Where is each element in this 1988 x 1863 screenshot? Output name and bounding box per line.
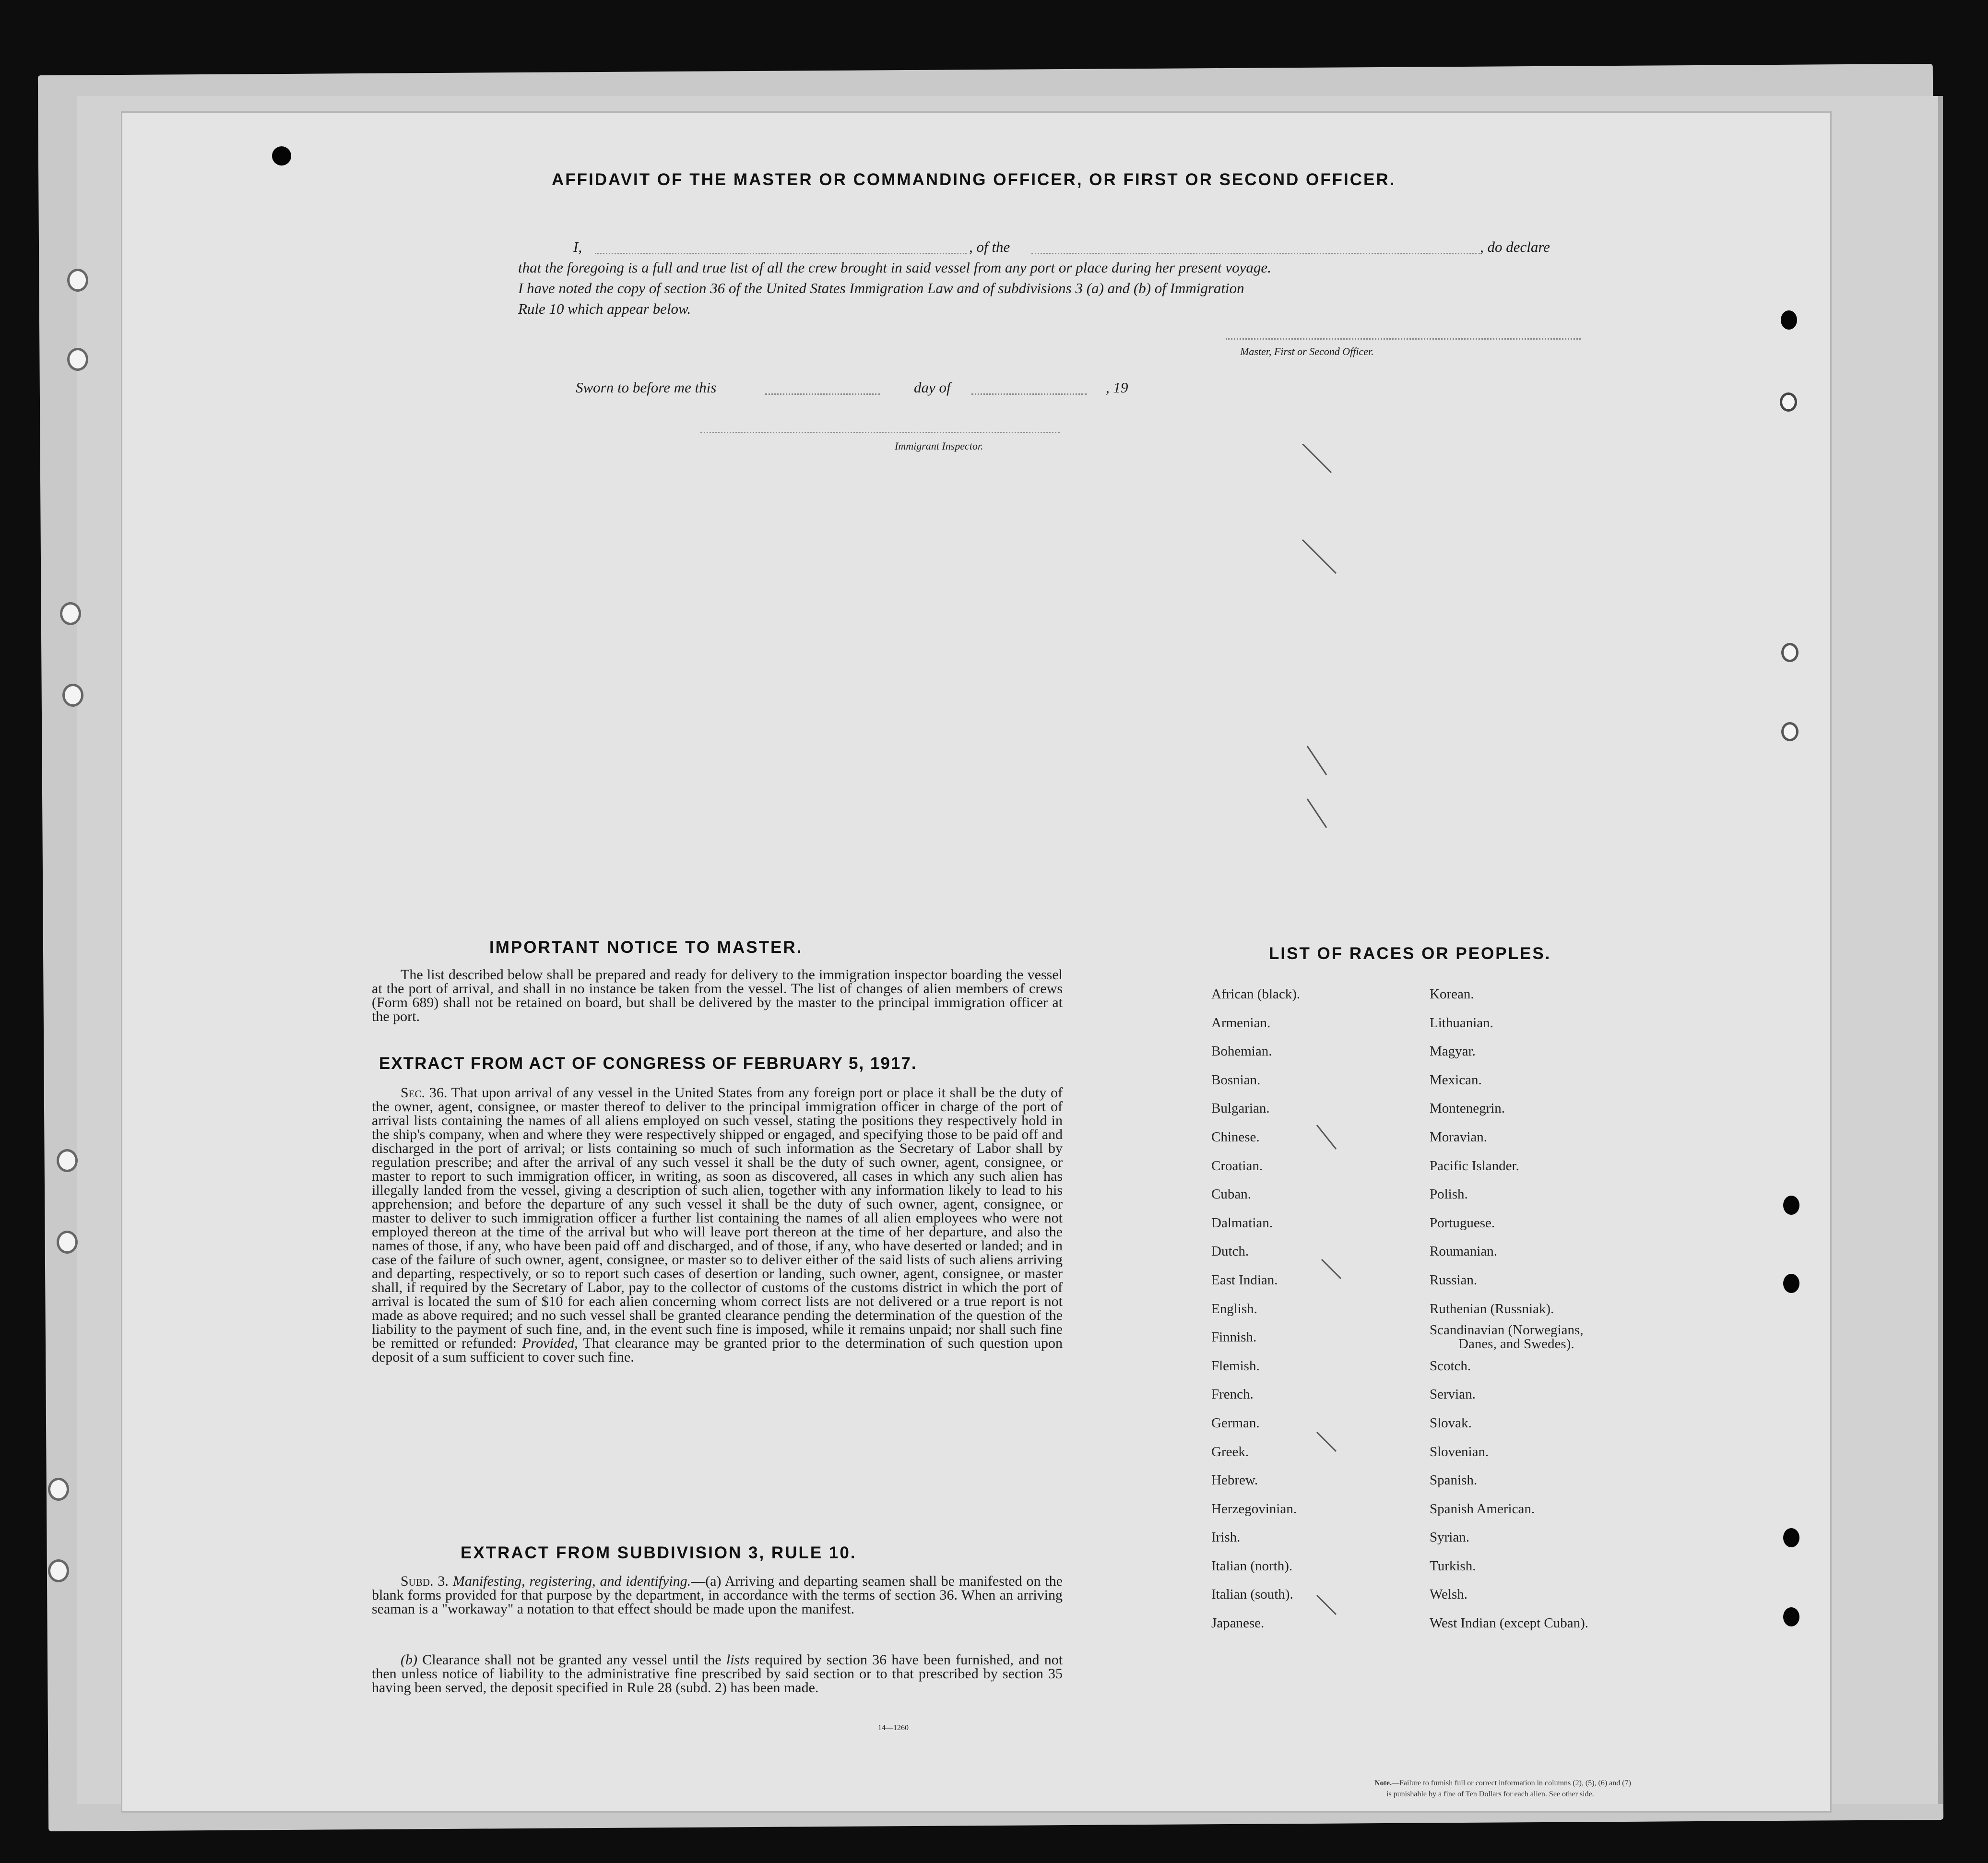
binder-hole [272,146,291,166]
signature-label: Master, First or Second Officer. [1240,345,1374,357]
race-item: Montenegrin. [1430,1101,1505,1116]
race-item: Cuban. [1211,1187,1251,1202]
pencil-tick-marks [1298,444,1394,1715]
inspector-signature-field[interactable] [700,432,1060,433]
act-body: That upon arrival of any vessel in the United States from any foreign port or place it shall be the duty of the owner, agent, consignee, or master thereof to deliver to the principal immigration officer in charge of the port of arrival lists containing the names of all aliens employed on such vessel, stating the positions they respectively hold in the ship's company, when and where they were respectively shipped or engaged, and specifying those to be paid off and discharged in the port of arrival; or lists containing so much of such information as the Secretary of Labor shall by regulation prescribe; and after the arrival of any such vessel it shall be the duty of such owner, agent, consignee, or master to report to such immigration officer, in writing, as soon as discovered, all cases in which any such alien has illegally landed from the vessel, giving a description of such alien, together with any information likely to lead to his apprehension; and before the departure of any such vessel it shall be the duty of such owner, agent, consignee, or master to deliver to such immigration officer a further list containing the names of all alien employees who were not employed thereon at the time of the arrival but who will leave port thereon at the time of her departure, and also the names of those, if any, who have been paid off and discharged, and of those, if any, who have deserted or landed; and in case of the failure of such owner, agent, consignee, or master so to deliver either of the said lists of such aliens arriving and departing, respectively, or so to report such cases of desertion or landing, such owner, agent, consignee, or master shall, if required by the Secretary of Labor, pay to the collector of customs of the customs district in which the port of arrival is located the sum of $10 for each alien concerning whom correct lists are not delivered or a true report is not made as above required; and no such vessel shall be granted clearance pending the determination of the question of the liability to the payment of such fine, and, in the event such fine is imposed, while it remains unpaid; nor shall such fine be remitted or refunded: [372,1085,1063,1351]
race-item: Armenian. [1211,1015,1271,1031]
form-page [122,113,1830,1811]
form-number: 14—1260 [878,1724,909,1732]
race-item: Ruthenian (Russniak). [1430,1301,1554,1317]
rule-b-text [372,1653,1063,1695]
rule-title: EXTRACT FROM SUBDIVISION 3, RULE 10. [461,1543,857,1562]
day-of-label: day of [914,379,951,396]
punch-hole [57,1231,78,1254]
notice-title: IMPORTANT NOTICE TO MASTER. [489,938,803,957]
punch-hole [1780,392,1797,412]
inspector-label: Immigrant Inspector. [895,440,983,452]
provided: Provided, [522,1335,578,1351]
footnote-line-1 [1374,1779,1631,1788]
name-field[interactable] [595,253,967,254]
binder-hole [1783,1196,1799,1215]
race-item: German. [1211,1415,1260,1431]
race-item: Irish. [1211,1530,1241,1545]
race-item: Welsh. [1430,1587,1468,1602]
rule-subd-text [372,1574,1063,1616]
race-item: Dalmatian. [1211,1215,1273,1231]
b-body-1: Clearance shall not be granted any vessel until the [422,1652,722,1668]
b-body-2: required by section 36 have been furnished, and not then unless notice of liability to the administrative fine prescribed by said section or to that prescribed by section 35 having been served, the deposit specified in Rule 28 (subd. 2) has been made. [372,1652,1063,1696]
race-item: Croatian. [1211,1158,1263,1174]
punch-hole [60,602,81,625]
race-item-continuation: Danes, and Swedes). [1458,1336,1574,1352]
race-item: French. [1211,1387,1254,1402]
sworn-month-field[interactable] [971,393,1087,395]
race-item: Finnish. [1211,1329,1257,1345]
affidavit-i: I, [573,238,582,255]
act-text [372,1086,1063,1364]
race-item: Bohemian. [1211,1044,1272,1059]
races-left-column [1211,980,1300,1638]
race-item: Pacific Islander. [1430,1158,1519,1174]
sworn-day-field[interactable] [765,393,880,395]
race-item: Italian (north). [1211,1558,1293,1574]
punch-hole [48,1559,69,1582]
affidavit-declare: , do declare [1480,238,1550,255]
punch-hole [67,348,88,371]
race-item: Korean. [1430,986,1474,1002]
act-title: EXTRACT FROM ACT OF CONGRESS OF FEBRUARY 5, 1917. [379,1054,917,1073]
race-item: Bosnian. [1211,1072,1261,1088]
race-item: Slovenian. [1430,1444,1489,1460]
subd-label: Subd. 3. [401,1573,449,1589]
vessel-field[interactable] [1031,253,1480,254]
race-item: Dutch. [1211,1244,1249,1259]
race-item: Hebrew. [1211,1472,1258,1488]
race-item: Scandinavian (Norwegians, Danes, and Swedes). [1430,1323,1588,1352]
race-item: African (black). [1211,986,1301,1002]
race-item: Flemish. [1211,1358,1260,1374]
race-item: Roumanian. [1430,1244,1497,1259]
race-item: English. [1211,1301,1257,1317]
race-item: Scotch. [1430,1358,1471,1374]
footnote-text-1: —Failure to furnish full or correct information in columns (2), (5), (6) and (7) [1391,1779,1631,1787]
race-item: Greek. [1211,1444,1249,1460]
races-title: LIST OF RACES OR PEOPLES. [1269,944,1551,963]
race-item: Portuguese. [1430,1215,1495,1231]
footnote-line-2: is punishable by a fine of Ten Dollars for each alien. See other side. [1386,1790,1594,1798]
race-item: Mexican. [1430,1072,1482,1088]
sec-label: Sec. 36. [401,1085,448,1101]
punch-hole [57,1149,78,1172]
race-item: West Indian (except Cuban). [1430,1615,1589,1631]
race-item: Servian. [1430,1387,1476,1402]
race-item: Italian (south). [1211,1587,1293,1602]
race-item: Turkish. [1430,1558,1476,1574]
punch-hole [1781,643,1799,662]
race-item: East Indian. [1211,1272,1278,1288]
notice-text: The list described below shall be prepared and ready for delivery to the immigration inspector boarding the vessel at the port of arrival, and shall in no instance be taken from the vessel. The list of changes of alien members of crews (Form 689) shall not be retained on board, but shall be delivered by the master to the principal immigration officer at the port. [372,967,1063,1024]
race-item: Russian. [1430,1272,1478,1288]
punch-hole [67,269,88,292]
signature-field[interactable] [1226,338,1581,340]
races-right-column [1430,980,1588,1638]
punch-hole [1781,722,1799,741]
race-item: Herzegovinian. [1211,1501,1297,1517]
year-label: , 19 [1106,379,1128,396]
subd-heading: Manifesting, registering, and identifying. [452,1573,691,1589]
race-item: Lithuanian. [1430,1015,1493,1031]
punch-hole [48,1478,69,1501]
race-item: Chinese. [1211,1129,1260,1145]
binder-hole [1783,1607,1799,1626]
race-item: Syrian. [1430,1530,1469,1545]
binder-hole [1783,1274,1799,1293]
race-item: Moravian. [1430,1129,1487,1145]
affidavit-line-2: that the foregoing is a full and true list of all the crew brought in said vessel from any port or place during her present voyage. [518,259,1271,276]
affidavit-line-4: Rule 10 which appear below. [518,300,691,317]
sworn-label: Sworn to before me this [576,379,717,396]
race-item: Slovak. [1430,1415,1472,1431]
binder-hole [1781,310,1797,330]
b-label: (b) [401,1652,417,1668]
affidavit-line-3: I have noted the copy of section 36 of the United States Immigration Law and of subdivisions 3 (a) and (b) of Immigration [518,280,1244,297]
act-body-end: That clearance may be granted prior to the determination of such question upon deposit of a sum sufficient to cover such fine. [372,1335,1063,1365]
affidavit-title: AFFIDAVIT OF THE MASTER OR COMMANDING OFFICER, OR FIRST OR SECOND OFFICER. [552,170,1396,189]
binder-hole [1783,1528,1799,1547]
subd-body: —(a) Arriving and departing seamen shall be manifested on the blank forms provided for that purpose by the department, in accordance with the terms of section 36. When an arriving seaman is a "workaway" a notation to that effect should be made upon the manifest. [372,1573,1063,1617]
race-item: Spanish. [1430,1472,1478,1488]
b-lists: lists [726,1652,750,1668]
race-item: Polish. [1430,1187,1468,1202]
footnote-label: Note. [1374,1779,1392,1787]
race-item: Japanese. [1211,1615,1265,1631]
punch-hole [62,684,83,707]
race-item: Spanish American. [1430,1501,1535,1517]
race-item: Bulgarian. [1211,1101,1270,1116]
affidavit-of-the: , of the [969,238,1010,255]
race-item: Magyar. [1430,1044,1476,1059]
